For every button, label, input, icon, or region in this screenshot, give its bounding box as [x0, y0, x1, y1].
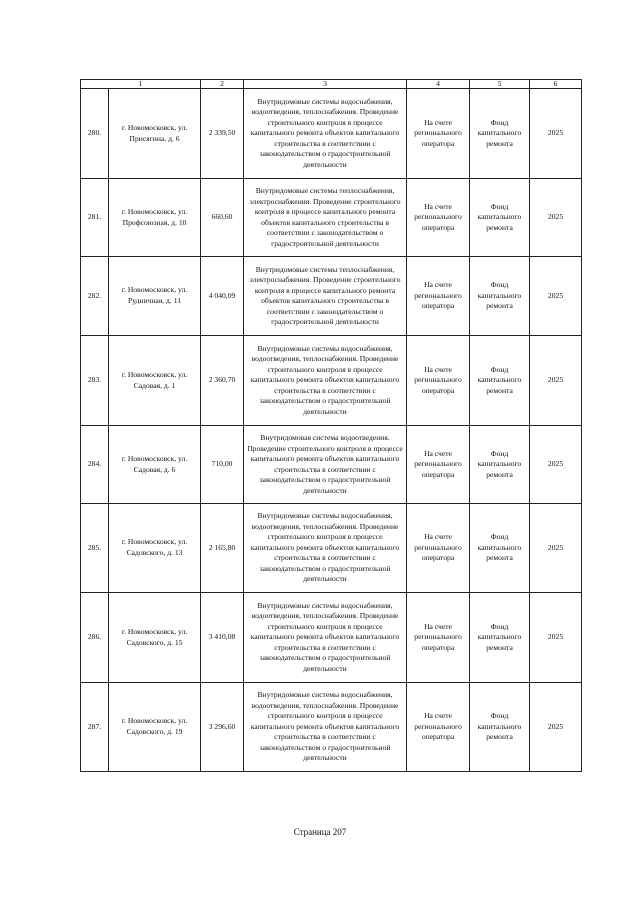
table-row — [81, 179, 582, 257]
account-cell: На счете регионального оператора — [407, 336, 470, 426]
funding-source-cell: Фонд капитального ремонта — [470, 593, 530, 683]
account-cell: На счете регионального оператора — [407, 257, 470, 336]
cost-cell: 3 296,60 — [201, 683, 244, 772]
table-row — [81, 426, 582, 504]
column-header: 2 — [201, 80, 244, 89]
works-cell: Внутридомовые системы водоснабжения, водоотведения, теплоснабжения. Проведение строительного контроля в процессе капитального ремонта объектов капитального строительства в соответствии с законодательством о градостроительной деятельности — [244, 593, 407, 683]
funding-source-cell: Фонд капитального ремонта — [470, 683, 530, 772]
funding-source-cell: Фонд капитального ремонта — [470, 89, 530, 179]
works-cell: Внутридомовые системы теплоснабжения, электроснабжения. Проведение строительного контроля в процессе капитального ремонта объектов капитального строительства в соответствии с законодательством о градостроительной деятельности — [244, 257, 407, 336]
row-number: 284. — [81, 426, 109, 504]
cost-cell: 2 339,50 — [201, 89, 244, 179]
funding-source-cell: Фонд капитального ремонта — [470, 257, 530, 336]
works-cell: Внутридомовые системы водоснабжения, водоотведения, теплоснабжения. Проведение строительного контроля в процессе капитального ремонта объектов капитального строительства в соответствии с законодательством о градостроительной деятельности — [244, 89, 407, 179]
year-cell: 2025 — [530, 179, 582, 257]
column-header: 4 — [407, 80, 470, 89]
cost-cell: 3 410,08 — [201, 593, 244, 683]
address-cell: г. Новомосковск, ул. Профсоюзная, д. 10 — [109, 179, 201, 257]
address-cell: г. Новомосковск, ул. Садовского, д. 13 — [109, 504, 201, 593]
year-cell: 2025 — [530, 504, 582, 593]
works-cell: Внутридомовые системы водоснабжения, водоотведения, теплоснабжения. Проведение строительного контроля в процессе капитального ремонта объектов капитального строительства в соответствии с законодательством о градостроительной деятельности — [244, 504, 407, 593]
row-number: 286. — [81, 593, 109, 683]
funding-source-cell: Фонд капитального ремонта — [470, 179, 530, 257]
funding-source-cell: Фонд капитального ремонта — [470, 426, 530, 504]
table-row — [81, 257, 582, 336]
works-table — [80, 79, 582, 772]
row-number: 282. — [81, 257, 109, 336]
year-cell: 2025 — [530, 89, 582, 179]
table-row — [81, 593, 582, 683]
year-cell: 2025 — [530, 336, 582, 426]
column-header: 1 — [81, 80, 201, 89]
page-number: Страница 207 — [293, 827, 347, 837]
address-cell: г. Новомосковск, ул. Присягина, д. 6 — [109, 89, 201, 179]
cost-cell: 660,60 — [201, 179, 244, 257]
row-number: 287. — [81, 683, 109, 772]
row-number: 281. — [81, 179, 109, 257]
cost-cell: 2 165,80 — [201, 504, 244, 593]
account-cell: На счете регионального оператора — [407, 89, 470, 179]
cost-cell: 2 360,70 — [201, 336, 244, 426]
table-row — [81, 336, 582, 426]
works-cell: Внутридомовые системы водоснабжения, водоотведения, теплоснабжения. Проведение строительного контроля в процессе капитального ремонта объектов капитального строительства в соответствии с законодательством о градостроительной деятельности — [244, 336, 407, 426]
address-cell: г. Новомосковск, ул. Садовая, д. 6 — [109, 426, 201, 504]
row-number: 280. — [81, 89, 109, 179]
table-row — [81, 504, 582, 593]
row-number: 283. — [81, 336, 109, 426]
funding-source-cell: Фонд капитального ремонта — [470, 504, 530, 593]
address-cell: г. Новомосковск, ул. Садовского, д. 15 — [109, 593, 201, 683]
column-numbers-row — [81, 80, 582, 89]
cost-cell: 710,00 — [201, 426, 244, 504]
table-row — [81, 683, 582, 772]
column-header: 6 — [530, 80, 582, 89]
address-cell: г. Новомосковск, ул. Рудничная, д. 11 — [109, 257, 201, 336]
funding-source-cell: Фонд капитального ремонта — [470, 336, 530, 426]
year-cell: 2025 — [530, 683, 582, 772]
works-cell: Внутридомовые системы теплоснабжения, электроснабжения. Проведение строительного контроля в процессе капитального ремонта объектов капитального строительства в соответствии с законодательством о градостроительной деятельности — [244, 179, 407, 257]
address-cell: г. Новомосковск, ул. Садовая, д. 1 — [109, 336, 201, 426]
address-cell: г. Новомосковск, ул. Садовского, д. 19 — [109, 683, 201, 772]
column-header: 5 — [470, 80, 530, 89]
works-cell: Внутридомовые системы водоснабжения, водоотведения, теплоснабжения. Проведение строительного контроля в процессе капитального ремонта объектов капитального строительства в соответствии с законодательством о градостроительной деятельности — [244, 683, 407, 772]
account-cell: На счете регионального оператора — [407, 426, 470, 504]
table-row — [81, 89, 582, 179]
works-cell: Внутридомовая система водоотведения. Проведение строительного контроля в процессе капитального ремонта объектов капитального строительства в соответствии с законодательством о градостроительной деятельности — [244, 426, 407, 504]
row-number: 285. — [81, 504, 109, 593]
account-cell: На счете регионального оператора — [407, 683, 470, 772]
cost-cell: 4 040,09 — [201, 257, 244, 336]
account-cell: На счете регионального оператора — [407, 593, 470, 683]
year-cell: 2025 — [530, 426, 582, 504]
account-cell: На счете регионального оператора — [407, 504, 470, 593]
column-header: 3 — [244, 80, 407, 89]
account-cell: На счете регионального оператора — [407, 179, 470, 257]
year-cell: 2025 — [530, 257, 582, 336]
year-cell: 2025 — [530, 593, 582, 683]
